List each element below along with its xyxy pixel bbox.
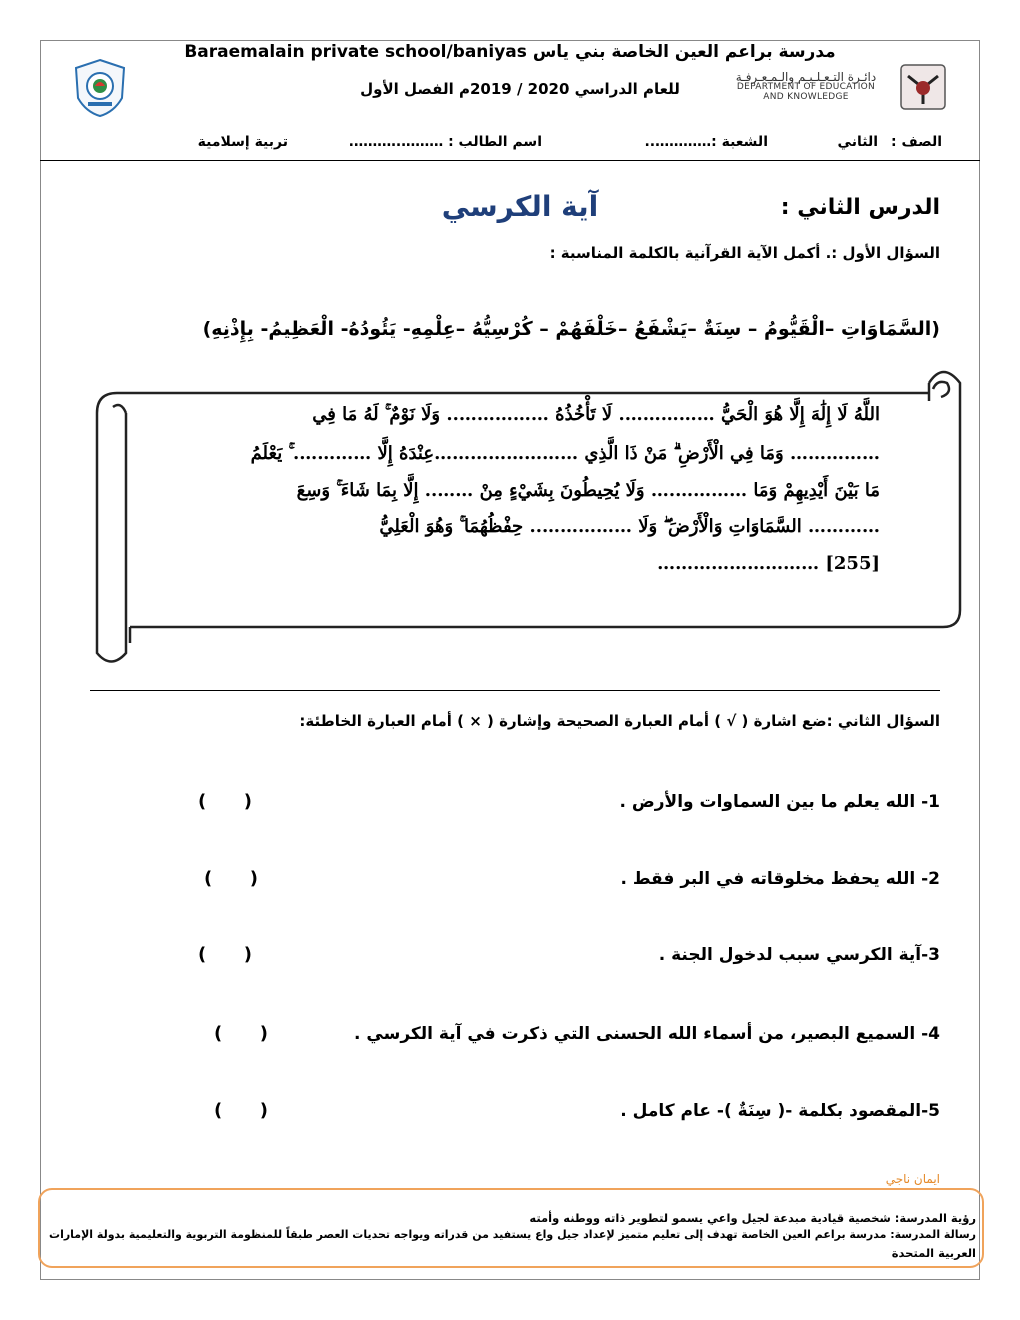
department-name-en: DEPARTMENT OF EDUCATION AND KNOWLEDGE — [736, 82, 876, 102]
lesson-title: آية الكرسي — [441, 190, 599, 223]
word-bank: (السَّمَاوَاتِ –الْقَيُّومُ – سِنَةٌ –يَشْفَعُ –خَلْفَهُمْ – كُرْسِيُّهُ –عِلْمِهِ- يَئُودُهُ- الْعَظِيمُ- بِإِذْنِهِ) — [202, 318, 940, 340]
answer-box-4[interactable]: ( ) — [213, 1023, 269, 1044]
school-mission-line1: رسالة المدرسة: مدرسة براعم العين الخاصة تهدف إلى تعليم متميز لإعداد جيل واع يستفيد من قدراته ويواجه تحديات العصر طبقاً للمنظومة التربوية والتعليمية بدولة الإمارات — [49, 1228, 976, 1241]
scroll-frame — [85, 355, 967, 670]
department-emblem — [900, 64, 946, 110]
question1-prompt: السؤال الأول :. أكمل الآية القرآنية بالكلمة المناسبة : — [549, 244, 940, 262]
statement-5: 5-المقصود بكلمة -( سِنَةٌ )- عام كامل . — [620, 1101, 940, 1121]
statement-1: 1- الله يعلم ما بين السماوات والأرض . — [619, 792, 940, 812]
teacher-name: ايمان ناجي — [885, 1172, 940, 1186]
section-field: الشعبة :………….. — [644, 134, 768, 150]
answer-box-1[interactable]: ( ) — [197, 791, 253, 812]
school-logo — [74, 58, 126, 118]
statement-2: 2- الله يحفظ مخلوقاته في البر فقط . — [620, 869, 940, 889]
department-name-ar: دائـرة التـعـلـيـم والـمـعـرفـة — [735, 70, 877, 84]
grade-label: الصف : — [891, 134, 942, 150]
school-vision: رؤية المدرسة: شخصية قيادية مبدعة لجيل واعي يسمو لتطوير ذاته ووطنه وأمته — [529, 1211, 976, 1225]
answer-box-3[interactable]: ( ) — [197, 944, 253, 965]
verse-line-1: اللَّهُ لَا إِلَٰهَ إِلَّا هُوَ الْحَيُّ ……………. لَا تَأْخُذُهُ …………….. وَلَا نَوْمٌ ۚ لَهُ مَا فِي — [312, 404, 880, 425]
school-name: مدرسة براعم العين الخاصة بني ياس Baraemalain private school/baniyas — [184, 42, 836, 62]
subject-name: تربية إسلامية — [197, 134, 288, 150]
student-name-field: اسم الطالب : ……….………. — [348, 134, 542, 150]
school-mission-line2: العربية المتحدة — [891, 1246, 976, 1260]
verse-line-2: …………… وَمَا فِي الْأَرْضِ ۗ مَنْ ذَا الَّذِي ……………………عِنْدَهُ إِلَّا …………. ۚ يَعْلَمُ — [250, 443, 880, 464]
academic-year: للعام الدراسي 2020 / 2019م الفصل الأول — [360, 80, 680, 98]
grade-value: الثاني — [837, 134, 878, 150]
verse-line-5: ……………………… [255] — [657, 553, 880, 574]
verse-line-3: مَا بَيْنَ أَيْدِيهِمْ وَمَا ………….… وَلَا يُحِيطُونَ بِشَيْءٍ مِنْ …….. إِلَّا بِمَا شَاءَ ۚ وَسِعَ — [296, 480, 880, 501]
answer-box-2[interactable]: ( ) — [203, 868, 259, 889]
statement-3: 3-آية الكرسي سبب لدخول الجنة . — [658, 945, 940, 965]
lesson-label: الدرس الثاني : — [780, 195, 940, 220]
question2-prompt: السؤال الثاني :ضع اشارة ( √ ) أمام العبارة الصحيحة وإشارة ( × ) أمام العبارة الخاطئة: — [299, 712, 940, 730]
section-divider — [90, 690, 940, 691]
answer-box-5[interactable]: ( ) — [213, 1100, 269, 1121]
verse-line-4: ………… السَّمَاوَاتِ وَالْأَرْضَ ۖ وَلَا …………….. حِفْظُهُمَا ۚ وَهُوَ الْعَلِيُّ — [379, 516, 880, 537]
header-divider — [40, 160, 980, 161]
statement-4: 4- السميع البصير، من أسماء الله الحسنى التي ذكرت في آية الكرسي . — [354, 1024, 940, 1044]
